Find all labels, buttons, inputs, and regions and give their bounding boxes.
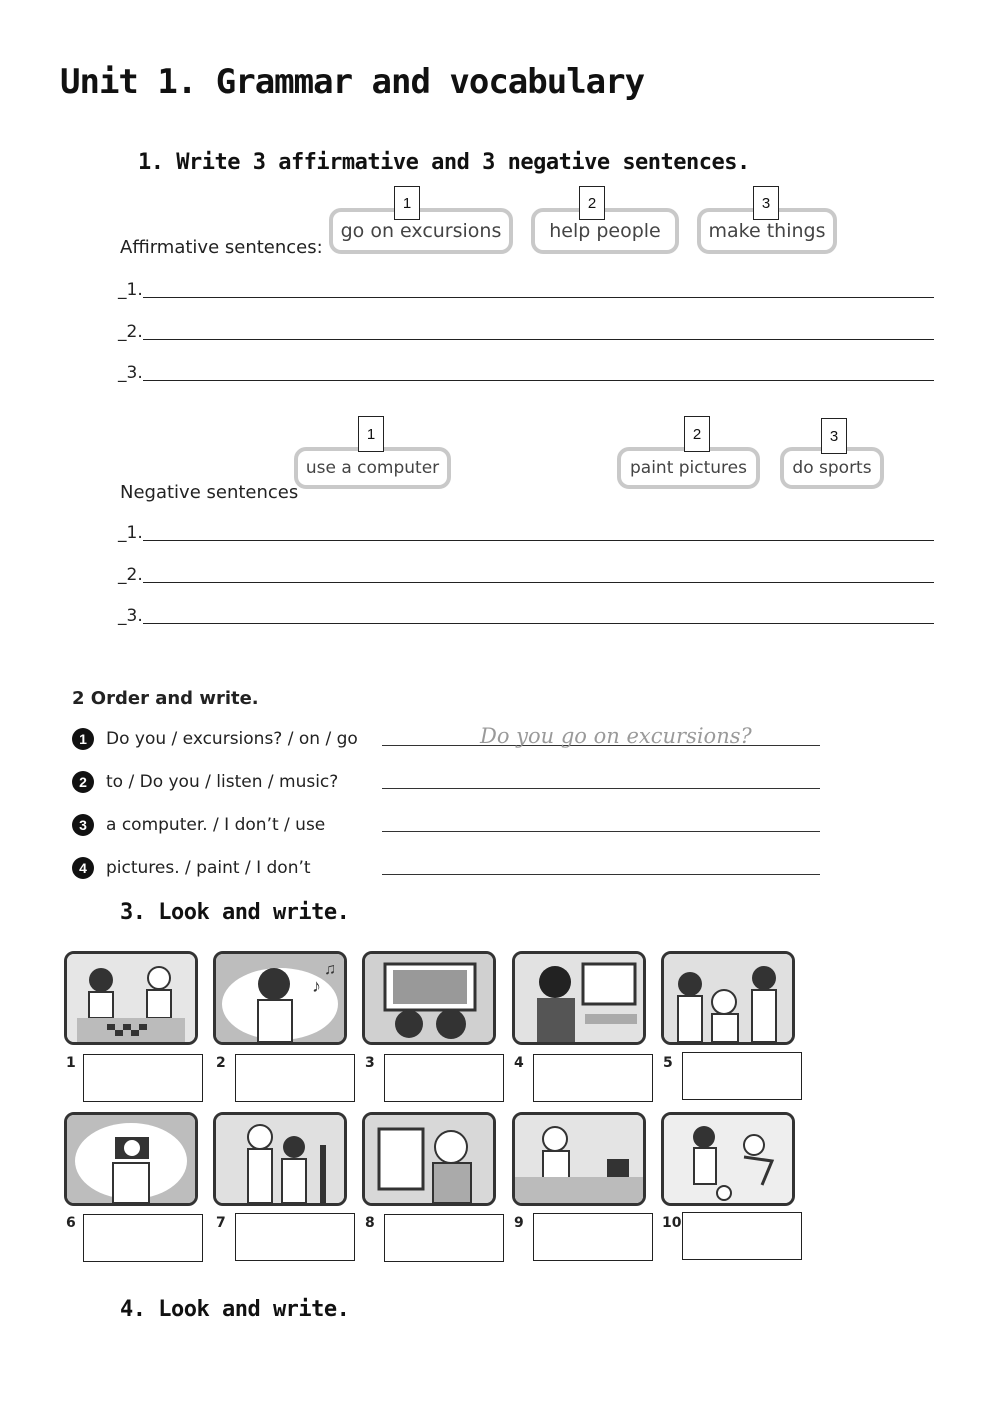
phrase-number-box: 1	[358, 416, 384, 452]
rule	[143, 297, 934, 298]
answer-box[interactable]	[83, 1214, 203, 1262]
phrase-pill	[531, 208, 679, 254]
picture-number: 2	[216, 1055, 226, 1071]
line-number: _3.	[118, 606, 143, 626]
phrase-number-box: 1	[394, 186, 420, 220]
answer-box[interactable]	[235, 1054, 355, 1102]
affirmative-label: Affirmative sentences:	[120, 237, 323, 258]
cooking-icon	[512, 1112, 646, 1206]
answer-box[interactable]	[384, 1214, 504, 1262]
phrase-number-box: 3	[753, 186, 779, 220]
picture-number: 7	[216, 1215, 226, 1231]
writing-line[interactable]	[118, 565, 934, 585]
writing-line[interactable]	[118, 280, 934, 300]
phrase-pill	[329, 208, 513, 254]
line-number: _1.	[118, 280, 143, 300]
writing-line[interactable]	[118, 606, 934, 626]
order-prompt: to / Do you / listen / music?	[106, 772, 339, 792]
using-computer-icon	[512, 951, 646, 1045]
writing-line[interactable]	[118, 363, 934, 383]
watching-tv-icon	[362, 951, 496, 1045]
group-of-friends-icon	[661, 951, 795, 1045]
shopping-icon	[213, 1112, 347, 1206]
number-bullet: 4	[72, 857, 94, 879]
exercise-4-title: 4. Look and write.	[120, 1297, 350, 1322]
exercise-2-title: 2 Order and write.	[72, 688, 259, 709]
answer-box[interactable]	[384, 1054, 504, 1102]
picture-number: 10	[662, 1215, 682, 1231]
order-prompt: a computer. / I don’t / use	[106, 815, 326, 835]
answer-box[interactable]	[235, 1213, 355, 1261]
doing-sports-icon	[661, 1112, 795, 1206]
answer-line[interactable]	[382, 788, 820, 789]
phrase-number-box: 3	[821, 418, 847, 454]
order-item	[72, 812, 325, 838]
rule	[143, 582, 934, 583]
answer-line[interactable]	[382, 831, 820, 832]
answer-box[interactable]	[83, 1054, 203, 1102]
line-number: _3.	[118, 363, 143, 383]
phrase-pill-text: paint pictures	[629, 458, 747, 478]
exercise-3-title: 3. Look and write.	[120, 900, 350, 925]
phrase-pill-text: go on excursions	[340, 220, 502, 242]
writing-line[interactable]	[118, 322, 934, 342]
order-prompt: pictures. / paint / I don’t	[106, 858, 311, 878]
page-title: Unit 1. Grammar and vocabulary	[60, 62, 645, 102]
listening-music-icon	[213, 951, 347, 1045]
rule	[143, 339, 934, 340]
number-bullet: 1	[72, 728, 94, 750]
number-bullet: 3	[72, 814, 94, 836]
rule	[143, 380, 934, 381]
phrase-pill-text: use a computer	[305, 458, 440, 478]
answer-box[interactable]	[533, 1213, 653, 1261]
answer-box[interactable]	[682, 1212, 802, 1260]
phrase-number-box: 2	[684, 416, 710, 452]
picture-number: 9	[514, 1215, 524, 1231]
answer-box[interactable]	[533, 1054, 653, 1102]
line-number: _2.	[118, 322, 143, 342]
svg-text:♪: ♪	[312, 976, 321, 996]
phrase-pill-text: help people	[549, 220, 661, 242]
taking-photos-icon	[64, 1112, 198, 1206]
order-prompt: Do you / excursions? / on / go	[106, 729, 358, 749]
line-number: _1.	[118, 523, 143, 543]
phrase-number-box: 2	[579, 186, 605, 220]
example-answer: Do you go on excursions?	[480, 724, 752, 748]
order-item	[72, 726, 358, 752]
order-item	[72, 855, 311, 881]
exercise-1-title: 1. Write 3 affirmative and 3 negative sentences.	[138, 150, 750, 175]
picture-number: 6	[66, 1215, 76, 1231]
answer-line[interactable]	[382, 874, 820, 875]
line-number: _2.	[118, 565, 143, 585]
number-bullet: 2	[72, 771, 94, 793]
phrase-pill	[294, 447, 451, 489]
picture-number: 3	[365, 1055, 375, 1071]
order-item	[72, 769, 338, 795]
rule	[143, 540, 934, 541]
phrase-pill-text: do sports	[792, 458, 872, 478]
negative-label: Negative sentences	[120, 482, 299, 503]
answer-box[interactable]	[682, 1052, 802, 1100]
phrase-pill	[617, 447, 760, 489]
phrase-pill-text: make things	[708, 220, 826, 242]
picture-number: 1	[66, 1055, 76, 1071]
picture-number: 4	[514, 1055, 524, 1071]
chess-players-icon	[64, 951, 198, 1045]
rule	[143, 623, 934, 624]
writing-line[interactable]	[118, 523, 934, 543]
picture-number: 5	[663, 1055, 673, 1071]
svg-text:♫: ♫	[324, 961, 336, 978]
picture-number: 8	[365, 1215, 375, 1231]
painting-icon	[362, 1112, 496, 1206]
